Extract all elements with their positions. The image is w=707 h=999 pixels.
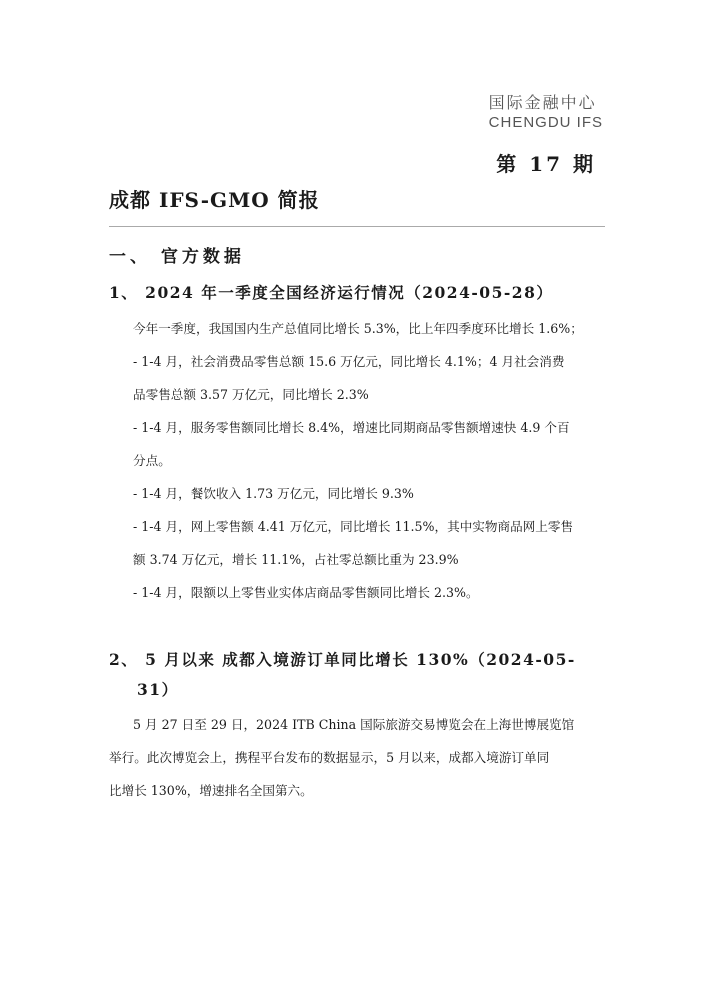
logo-english-text: CHENGDU IFS	[488, 114, 603, 131]
ifs-logo	[489, 93, 603, 133]
item1-line: - 1-4 月，社会消费品零售总额 15.6 万亿元，同比增长 4.1%；4 月社会消费	[133, 354, 565, 369]
item1-line: 今年一季度，我国国内生产总值同比增长 5.3%，比上年四季度环比增长 1.6%；	[133, 321, 583, 336]
item2-heading-line1: 2、 5 月以来 成都入境游订单同比增长 130%（2024-05-	[109, 650, 576, 669]
item1-body	[133, 312, 608, 609]
item2-body	[109, 708, 605, 807]
item2-line: 5 月 27 日至 29 日，2024 ITB China 国际旅游交易博览会在上海世博展览馆	[133, 717, 575, 732]
item1-line: - 1-4 月，网上零售额 4.41 万亿元，同比增长 11.5%，其中实物商品网上零售	[133, 519, 574, 534]
item1-line: 额 3.74 万亿元，增长 11.1%，占社零总额比重为 23.9%	[133, 552, 459, 567]
item1-line: 分点。	[133, 453, 171, 468]
section-heading: 一、 官方数据	[109, 247, 245, 267]
item1-heading: 1、 2024 年一季度全国经济运行情况（2024-05-28）	[109, 283, 554, 302]
item2-heading	[109, 645, 605, 705]
item2-line: 比增长 130%，增速排名全国第六。	[109, 783, 313, 798]
item2-heading-line2: 31）	[137, 680, 179, 699]
item1-line: 品零售总额 3.57 万亿元，同比增长 2.3%	[133, 387, 369, 402]
item1-line: - 1-4 月，限额以上零售业实体店商品零售额同比增长 2.3%。	[133, 585, 479, 600]
item2-line: 举行。此次博览会上，携程平台发布的数据显示，5 月以来，成都入境游订单同	[109, 750, 550, 765]
item1-line: - 1-4 月，餐饮收入 1.73 万亿元，同比增长 9.3%	[133, 486, 414, 501]
issue-number: 第 17 期	[496, 152, 596, 176]
document-title: 成都 IFS-GMO 简报	[109, 188, 320, 212]
logo-chinese-text: 国际金融中心	[488, 93, 597, 112]
item1-line: - 1-4 月，服务零售额同比增长 8.4%，增速比同期商品零售额增速快 4.9 个百	[133, 420, 570, 435]
title-divider	[109, 226, 605, 227]
